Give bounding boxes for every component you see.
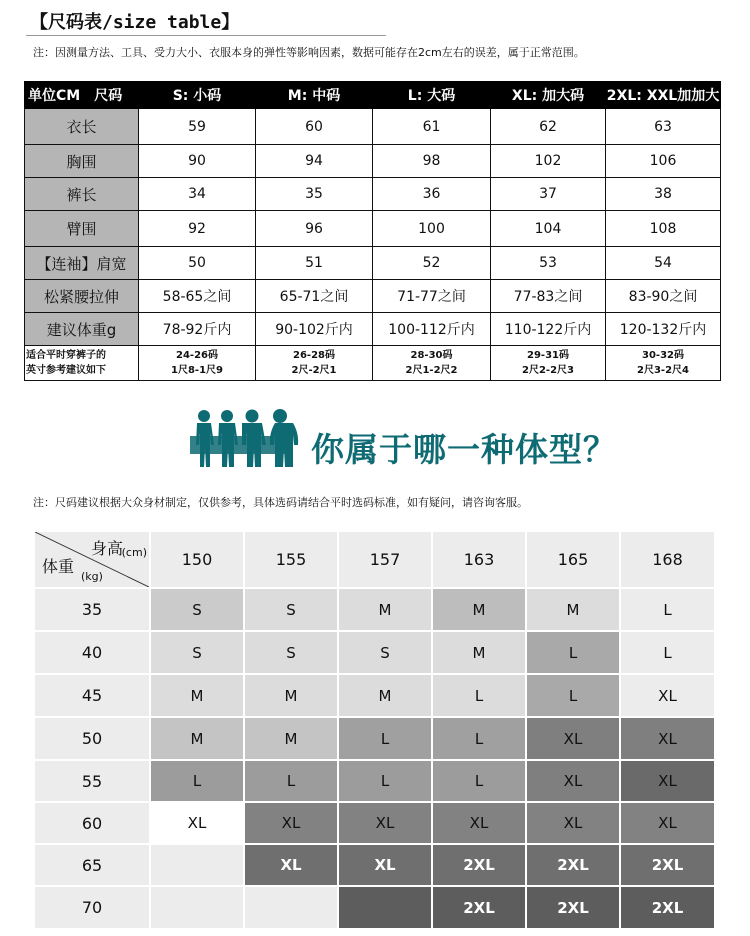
table-cell: 53 bbox=[491, 247, 606, 280]
table-cell: 62 bbox=[491, 109, 606, 145]
table-cell: 60 bbox=[256, 109, 373, 145]
size-cell: XL bbox=[621, 718, 714, 759]
row-label: 臂围 bbox=[25, 211, 139, 247]
size-cell: M bbox=[527, 589, 619, 630]
header-unit-size: 单位CM 尺码 bbox=[25, 82, 139, 109]
height-header-163: 163 bbox=[433, 532, 525, 587]
table-row bbox=[25, 178, 721, 211]
size-cell: L bbox=[339, 718, 431, 759]
row-label: 裤长 bbox=[25, 178, 139, 211]
size-cell: S bbox=[339, 632, 431, 673]
table-cell: 61 bbox=[373, 109, 491, 145]
grid-corner-header bbox=[35, 532, 149, 587]
size-cell: L bbox=[527, 632, 619, 673]
weight-header-70: 70 bbox=[35, 887, 149, 928]
size-cell: 2XL bbox=[621, 887, 714, 928]
size-cell: M bbox=[433, 632, 525, 673]
size-cell: S bbox=[245, 589, 337, 630]
size-cell: S bbox=[245, 632, 337, 673]
table-cell: 90 bbox=[139, 145, 256, 178]
table-cell: 34 bbox=[139, 178, 256, 211]
row-label: 胸围 bbox=[25, 145, 139, 178]
header-size-2xl: 2XL: XXL加加大 bbox=[606, 82, 721, 109]
row-label: 衣长 bbox=[25, 109, 139, 145]
table-cell: 92 bbox=[139, 211, 256, 247]
cell-line: 2尺1-2尺2 bbox=[405, 365, 458, 376]
size-cell: M bbox=[339, 675, 431, 716]
size-cell: 2XL bbox=[527, 845, 619, 885]
table-cell: 104 bbox=[491, 211, 606, 247]
size-cell: M bbox=[433, 589, 525, 630]
size-cell: XL bbox=[433, 803, 525, 843]
table-cell: 58-65之间 bbox=[139, 280, 256, 313]
header-size-l: L: 大码 bbox=[373, 82, 491, 109]
table-cell: 59 bbox=[139, 109, 256, 145]
table-cell: 65-71之间 bbox=[256, 280, 373, 313]
table-cell bbox=[491, 346, 606, 381]
size-cell bbox=[151, 845, 243, 885]
table-row bbox=[25, 109, 721, 145]
table-cell bbox=[373, 346, 491, 381]
row-label: 【连袖】肩宽 bbox=[25, 247, 139, 280]
size-cell: S bbox=[151, 589, 243, 630]
cell-line: 24-26码 bbox=[176, 350, 218, 361]
size-cell: L bbox=[339, 761, 431, 801]
body-figures-icon bbox=[190, 409, 298, 467]
size-cell: M bbox=[339, 589, 431, 630]
cell-line: 29-31码 bbox=[527, 350, 569, 361]
size-cell: L bbox=[245, 761, 337, 801]
size-cell bbox=[151, 887, 243, 928]
cell-line: 1尺8-1尺9 bbox=[171, 365, 223, 376]
height-header-155: 155 bbox=[245, 532, 337, 587]
table-cell: 37 bbox=[491, 178, 606, 211]
table-cell: 78-92斤内 bbox=[139, 313, 256, 346]
table-cell: 71-77之间 bbox=[373, 280, 491, 313]
table-cell: 100 bbox=[373, 211, 491, 247]
weight-label: 体重 bbox=[42, 557, 75, 576]
size-cell bbox=[339, 887, 431, 928]
size-cell: L bbox=[621, 632, 714, 673]
weight-header-65: 65 bbox=[35, 845, 149, 885]
table-cell: 36 bbox=[373, 178, 491, 211]
size-cell: XL bbox=[151, 803, 243, 843]
cell-line: 2尺2-2尺3 bbox=[522, 365, 574, 376]
table-cell: 77-83之间 bbox=[491, 280, 606, 313]
size-cell: XL bbox=[621, 803, 714, 843]
row-label: 松紧腰拉伸 bbox=[25, 280, 139, 313]
table-cell: 51 bbox=[256, 247, 373, 280]
height-header-150: 150 bbox=[151, 532, 243, 587]
weight-header-55: 55 bbox=[35, 761, 149, 801]
size-recommendation-grid bbox=[35, 532, 716, 930]
weight-unit: (kg) bbox=[81, 570, 103, 583]
size-cell: S bbox=[151, 632, 243, 673]
size-cell: XL bbox=[527, 718, 619, 759]
table-cell: 35 bbox=[256, 178, 373, 211]
cell-line: 28-30码 bbox=[410, 350, 453, 361]
header-size-m: M: 中码 bbox=[256, 82, 373, 109]
table-cell bbox=[606, 346, 721, 381]
weight-header-40: 40 bbox=[35, 632, 149, 673]
table-cell: 38 bbox=[606, 178, 721, 211]
table-cell: 63 bbox=[606, 109, 721, 145]
row-label-line: 英寸参考建议如下 bbox=[26, 365, 106, 376]
table-cell: 98 bbox=[373, 145, 491, 178]
cell-line: 30-32码 bbox=[642, 350, 684, 361]
table-cell: 96 bbox=[256, 211, 373, 247]
size-table-header bbox=[25, 82, 721, 109]
size-cell: XL bbox=[621, 675, 714, 716]
body-type-title: 你属于哪一种体型？ bbox=[311, 430, 617, 469]
table-cell: 108 bbox=[606, 211, 721, 247]
table-cell: 90-102斤内 bbox=[256, 313, 373, 346]
height-header-168: 168 bbox=[621, 532, 714, 587]
table-cell: 106 bbox=[606, 145, 721, 178]
row-label-line: 适合平时穿裤子的 bbox=[26, 350, 106, 361]
size-cell: L bbox=[433, 718, 525, 759]
header-size-xl: XL: 加大码 bbox=[491, 82, 606, 109]
weight-header-35: 35 bbox=[35, 589, 149, 630]
weight-header-60: 60 bbox=[35, 803, 149, 843]
height-unit: (cm) bbox=[121, 546, 147, 559]
height-header-165: 165 bbox=[527, 532, 619, 587]
size-cell: XL bbox=[245, 845, 337, 885]
table-row bbox=[25, 211, 721, 247]
table-row bbox=[25, 346, 721, 381]
table-cell bbox=[139, 346, 256, 381]
size-cell: L bbox=[527, 675, 619, 716]
weight-header-45: 45 bbox=[35, 675, 149, 716]
size-cell: 2XL bbox=[621, 845, 714, 885]
height-label: 身高 bbox=[90, 539, 123, 558]
table-cell: 100-112斤内 bbox=[373, 313, 491, 346]
size-cell: XL bbox=[339, 803, 431, 843]
row-label bbox=[25, 346, 139, 381]
size-cell: M bbox=[151, 675, 243, 716]
table-cell: 120-132斤内 bbox=[606, 313, 721, 346]
table-row bbox=[25, 280, 721, 313]
table-cell bbox=[256, 346, 373, 381]
weight-header-50: 50 bbox=[35, 718, 149, 759]
measurement-note: 注：因测量方法、工具、受力大小、衣服本身的弹性等影响因素，数据可能存在2cm左右的误差，属于正常范围。 bbox=[33, 46, 585, 59]
row-label: 建议体重g bbox=[25, 313, 139, 346]
size-cell: XL bbox=[527, 803, 619, 843]
table-cell: 94 bbox=[256, 145, 373, 178]
size-cell: XL bbox=[339, 845, 431, 885]
size-cell: XL bbox=[621, 761, 714, 801]
page-title: 【尺码表/size table】 bbox=[30, 12, 240, 33]
table-cell: 52 bbox=[373, 247, 491, 280]
cell-line: 2尺-2尺1 bbox=[291, 365, 337, 376]
size-cell: M bbox=[245, 718, 337, 759]
table-cell: 102 bbox=[491, 145, 606, 178]
title-underline bbox=[26, 35, 386, 36]
size-table bbox=[24, 81, 721, 381]
size-cell: L bbox=[151, 761, 243, 801]
size-cell: XL bbox=[245, 803, 337, 843]
table-row bbox=[25, 145, 721, 178]
size-cell: L bbox=[433, 675, 525, 716]
cell-line: 26-28码 bbox=[293, 350, 335, 361]
size-cell: M bbox=[245, 675, 337, 716]
table-cell: 54 bbox=[606, 247, 721, 280]
size-cell: L bbox=[621, 589, 714, 630]
table-cell: 83-90之间 bbox=[606, 280, 721, 313]
size-cell: 2XL bbox=[433, 845, 525, 885]
size-cell bbox=[245, 887, 337, 928]
cell-line: 2尺3-2尺4 bbox=[637, 365, 689, 376]
size-cell: 2XL bbox=[527, 887, 619, 928]
table-cell: 110-122斤内 bbox=[491, 313, 606, 346]
table-row bbox=[25, 313, 721, 346]
height-header-157: 157 bbox=[339, 532, 431, 587]
size-cell: L bbox=[433, 761, 525, 801]
header-size-s: S: 小码 bbox=[139, 82, 256, 109]
size-cell: 2XL bbox=[433, 887, 525, 928]
recommendation-note: 注：尺码建议根据大众身材制定，仅供参考，具体选码请结合平时选码标准，如有疑问，请咨询客服。 bbox=[33, 496, 528, 509]
table-cell: 50 bbox=[139, 247, 256, 280]
table-row bbox=[25, 247, 721, 280]
size-cell: M bbox=[151, 718, 243, 759]
size-cell: XL bbox=[527, 761, 619, 801]
